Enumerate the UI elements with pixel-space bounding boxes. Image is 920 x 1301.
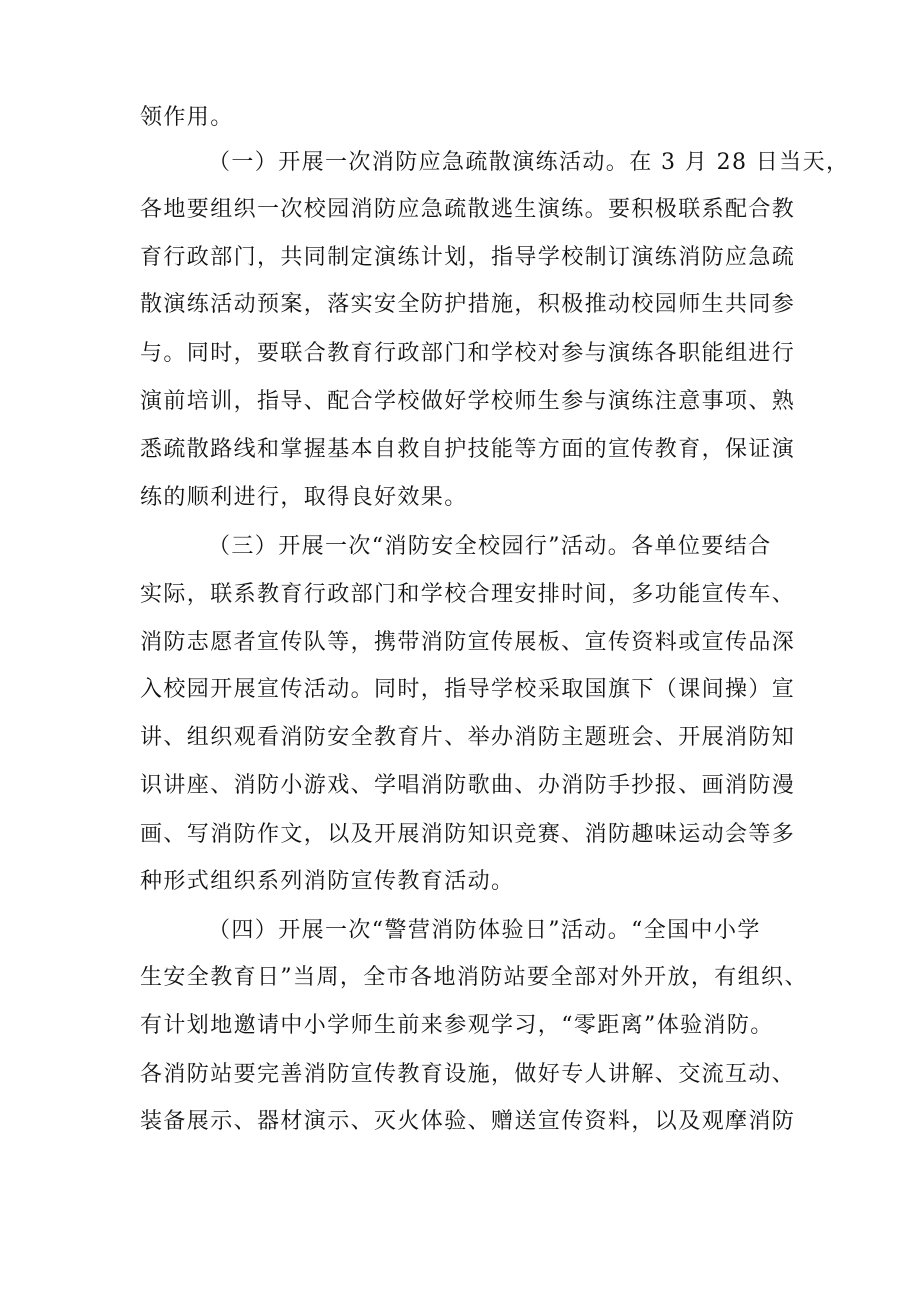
paragraph-4-heading-line: （四）开展一次“警营消防体验日”活动。“全国中小学	[208, 918, 761, 943]
text-line: 各消防站要完善消防宣传教育设施，做好专人讲解、交流互动、	[140, 1062, 796, 1087]
text-line: 练的顺利进行，取得良好效果。	[140, 485, 468, 510]
paragraph-3-heading-line: （三）开展一次“消防安全校园行”活动。各单位要结合	[208, 534, 772, 559]
text-line: 实际，联系教育行政部门和学校合理安排时间，多功能宣传车、	[140, 582, 796, 607]
text-line: 装备展示、器材演示、灭火体验、赠送宣传资料，以及观摩消防	[140, 1109, 796, 1134]
text-line: 演前培训，指导、配合学校做好学校师生参与演练注意事项、熟	[140, 389, 796, 414]
text-line: 散演练活动预案，落实安全防护措施，积极推动校园师生共同参	[140, 292, 796, 317]
text-line: 有计划地邀请中小学师生前来参观学习，“零距离”体验消防。	[140, 1013, 774, 1038]
text-line: 入校园开展宣传活动。同时，指导学校采取国旗下（课间操）宣	[140, 677, 796, 702]
text-line: 悉疏散路线和掌握基本自救自护技能等方面的宣传教育，保证演	[140, 437, 796, 462]
text-line: 各地要组织一次校园消防应急疏散逃生演练。要积极联系配合教	[140, 197, 796, 222]
text-line: 与。同时，要联合教育行政部门和学校对参与演练各职能组进行	[140, 341, 796, 366]
text-line: 育行政部门，共同制定演练计划，指导学校制订演练消防应急疏	[140, 245, 796, 270]
paragraph-1-heading-line: （一）开展一次消防应急疏散演练活动。在 3 月 28 日当天，	[208, 150, 850, 175]
text-line: 识讲座、消防小游戏、学唱消防歌曲、办消防手抄报、画消防漫	[140, 773, 796, 798]
text-line: 讲、组织观看消防安全教育片、举办消防主题班会、开展消防知	[140, 725, 796, 750]
text-line: 生安全教育日”当周，全市各地消防站要全部对外开放，有组织、	[140, 965, 808, 990]
text-line: 种形式组织系列消防宣传教育活动。	[140, 869, 515, 894]
text-line: 领作用。	[140, 105, 234, 130]
text-line: 画、写消防作文，以及开展消防知识竞赛、消防趣味运动会等多	[140, 822, 796, 847]
text-line: 消防志愿者宣传队等，携带消防宣传展板、宣传资料或宣传品深	[140, 630, 796, 655]
